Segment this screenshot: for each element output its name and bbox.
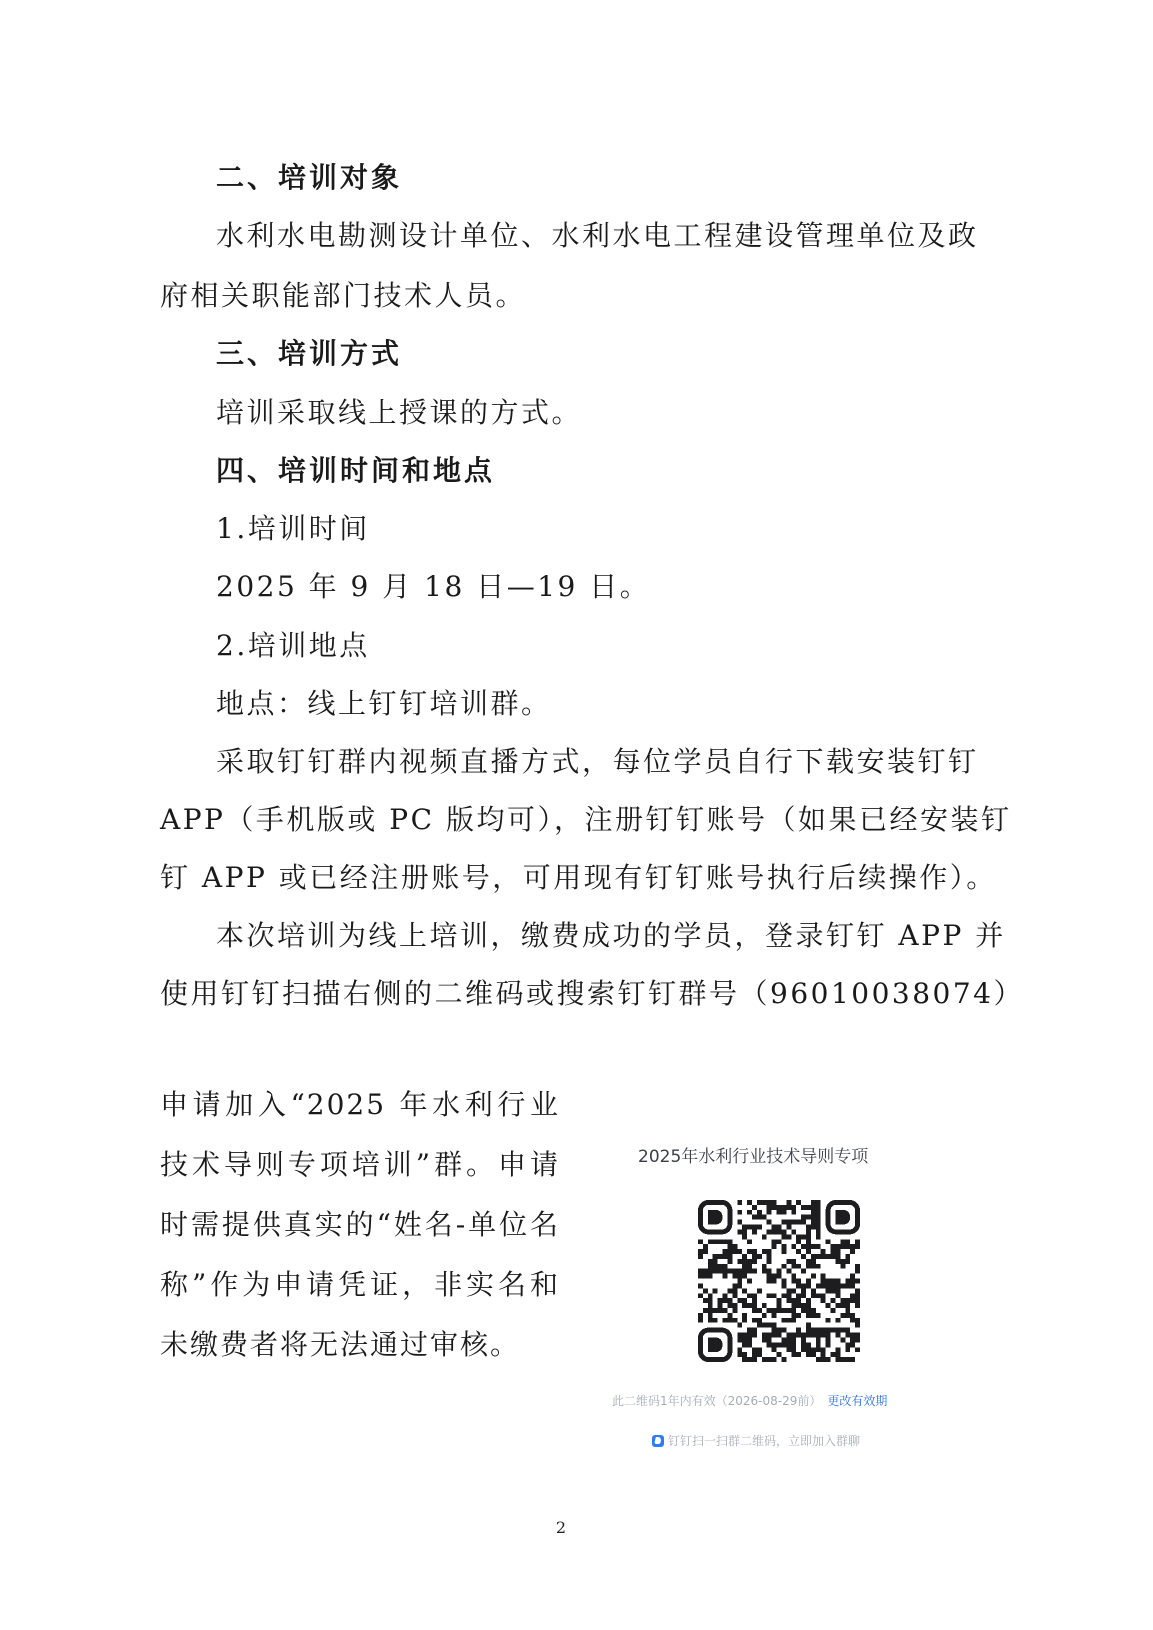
training-place-value: 地点：线上钉钉培训群。: [216, 687, 552, 720]
section-2-body-line-1: 水利水电勘测设计单位、水利水电工程建设管理单位及政: [216, 219, 979, 252]
dingtalk-icon: [652, 1435, 664, 1447]
dingtalk-paragraph-line-3: 钉 APP 或已经注册账号，可用现有钉钉账号执行后续操作）。: [160, 861, 997, 894]
training-time-value: 2025 年 9 月 18 日—19 日。: [216, 570, 651, 603]
section-3-body: 培训采取线上授课的方式。: [216, 396, 583, 429]
dingtalk-paragraph-line-2: APP（手机版或 PC 版均可），注册钉钉账号（如果已经安装钉: [160, 803, 1012, 836]
qr-validity-text: 此二维码1年内有效（2026-08-29前）: [612, 1394, 822, 1408]
training-time-label: 1.培训时间: [216, 512, 370, 545]
join-paragraph-line-2: 使用钉钉扫描右侧的二维码或搜索钉钉群号（96010038074）: [160, 977, 1024, 1010]
section-2-body-line-2: 府相关职能部门技术人员。: [160, 279, 527, 312]
section-2-heading: 二、培训对象: [216, 161, 403, 194]
training-place-label: 2.培训地点: [216, 629, 370, 662]
change-validity-link[interactable]: 更改有效期: [827, 1394, 888, 1408]
section-3-heading: 三、培训方式: [216, 337, 403, 370]
qr-scan-hint: [652, 1432, 972, 1449]
join-paragraph-line-1: 本次培训为线上培训，缴费成功的学员，登录钉钉 APP 并: [216, 919, 1006, 952]
qr-scan-hint-text: 钉钉扫一扫群二维码，立即加入群聊: [668, 1434, 861, 1448]
dingtalk-paragraph-line-1: 采取钉钉群内视频直播方式，每位学员自行下载安装钉钉: [216, 745, 979, 778]
page-number: 2: [555, 1518, 567, 1537]
section-4-heading: 四、培训时间和地点: [216, 454, 496, 487]
dingtalk-group-qr-card: [612, 1130, 960, 1460]
join-paragraph-continuation: 申请加入“2025 年水利行业技术导则专项培训”群。申请时需提供真实的“姓名-单位名称”作为申请凭证，非实名和未缴费者将无法通过审核。: [160, 1088, 560, 1361]
qr-group-title: 2025年水利行业技术导则专项: [638, 1147, 869, 1167]
qr-validity-note: [612, 1392, 972, 1409]
qr-code[interactable]: [698, 1200, 860, 1362]
